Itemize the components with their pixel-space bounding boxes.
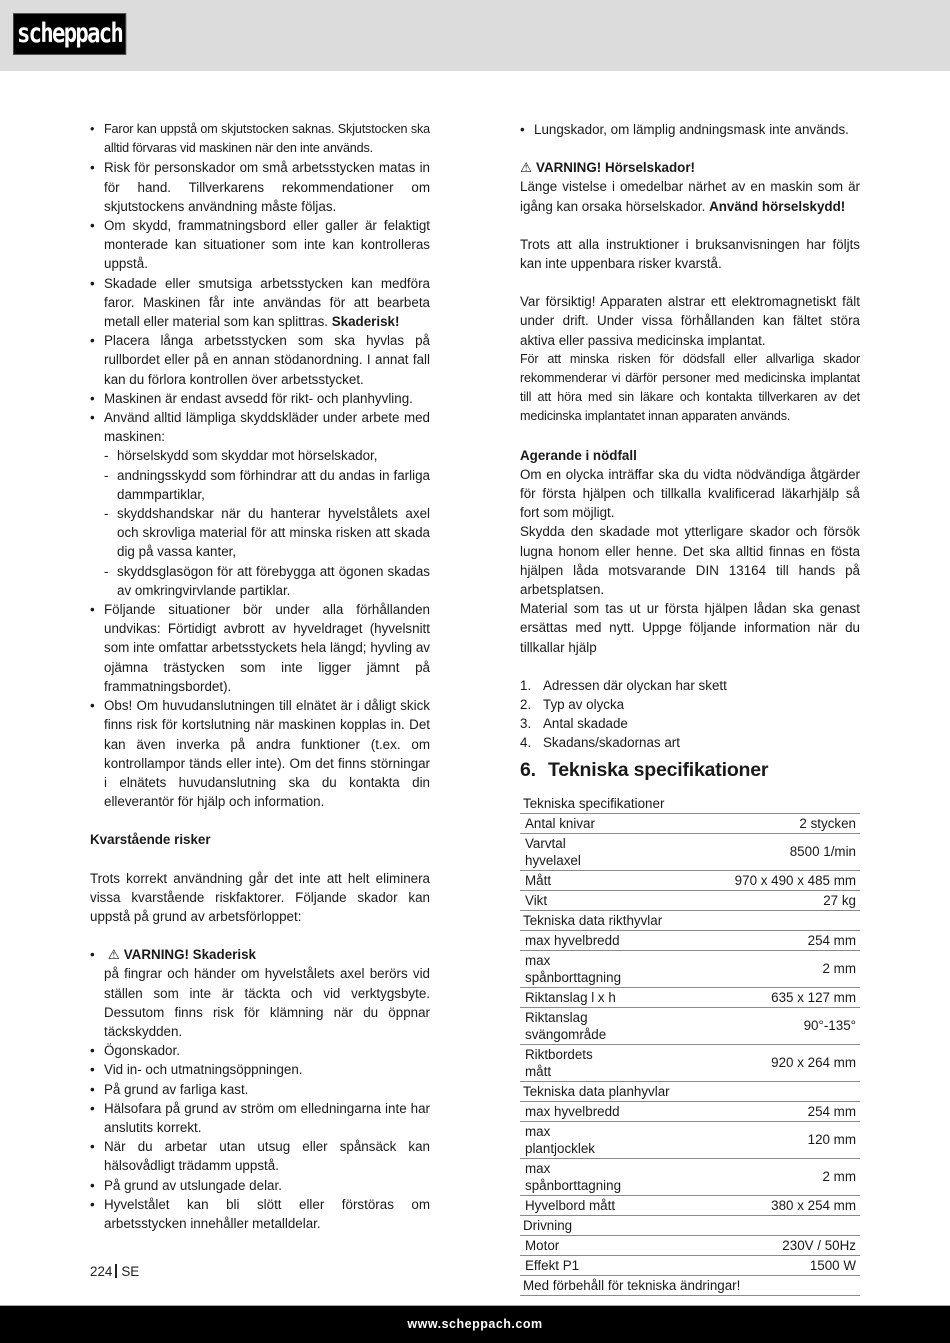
list-item: • Hyvelstålet kan bli slött eller förstöras om arbetsstycken innehåller metalldelar. — [90, 1195, 430, 1233]
spec-value: 1500 W — [625, 1255, 860, 1275]
spec-label: max hyvelbredd — [520, 1101, 625, 1121]
spec-row — [520, 910, 860, 930]
emf-warning-text: Var försiktig! Apparaten alstrar ett elektromagnetiskt fält under drift. Under vissa förhållanden kan fältet störa aktiva eller passiva medicinska implantat. — [520, 294, 860, 348]
spec-row — [520, 1215, 860, 1235]
warning-item — [90, 945, 430, 1041]
spec-row — [520, 1044, 860, 1081]
warning-title: VARNING! Skaderisk — [123, 947, 256, 963]
spec-label: Mått — [520, 870, 625, 890]
numbered-item — [520, 714, 860, 733]
spec-row — [520, 930, 860, 950]
residual-risks-heading: Kvarstående risker — [90, 832, 211, 848]
spec-value: 254 mm — [625, 930, 860, 950]
list-item-bold: Skaderisk! — [331, 314, 400, 330]
spec-row — [520, 1101, 860, 1121]
spec-label: Varvtal hyvelaxel — [520, 833, 625, 870]
item-number: 1. — [520, 677, 532, 693]
spec-row — [520, 833, 860, 870]
item-number: 4. — [520, 735, 532, 751]
spec-label: Riktbordets mått — [520, 1044, 625, 1081]
separator — [115, 1264, 117, 1278]
spec-group-label: Drivning — [520, 1215, 860, 1235]
item-text: Antal skadade — [543, 716, 628, 732]
scheppach-logo: scheppach — [13, 13, 126, 55]
spec-value: 2 mm — [625, 1158, 860, 1195]
spec-row — [520, 1007, 860, 1044]
hearing-warning-bold: Använd hörselskydd! — [709, 198, 846, 214]
list-item: • Följande situationer bör under alla förhållanden undvikas: Förtidigt avbrott av hyveldraget (hyvelsnitt som inte omfattar arbetsstyckets hela längd; hyvling av ojämna trästycken som inte ligger jämnt på frammatningsbordet). — [90, 600, 430, 696]
remaining-risks-text: Trots att alla instruktioner i bruksanvisningen har följts kan inte uppenbara risker kvarstå. — [520, 236, 860, 272]
spec-row — [520, 813, 860, 833]
spec-row — [520, 1255, 860, 1275]
list-item: • Placera långa arbetsstycken som ska hyvlas på rullbordet eller på en annan stödanordning. I annat fall kan du förlora kontrollen över arbetsstycket. — [90, 331, 430, 389]
warning-body: på fingrar och händer om hyvelstålets axel berörs vid ställen som inte är täckta och vid verktygsbyte. Dessutom finns risk för klämning när du öppnar täckskydden. — [104, 966, 430, 1039]
spec-group-label: Med förbehåll för tekniska ändringar! — [520, 1275, 860, 1295]
list-item: • På grund av utslungade delar. — [90, 1176, 430, 1195]
item-text: Skadans/skadornas art — [543, 735, 680, 751]
spec-group-label: Tekniska data planhyvlar — [520, 1081, 860, 1101]
spec-value: 970 x 490 x 485 mm — [625, 870, 860, 890]
numbered-item — [520, 676, 860, 695]
left-column — [90, 120, 430, 1233]
spec-value: 230V / 50Hz — [625, 1235, 860, 1255]
language-code: SE — [121, 1264, 140, 1279]
spec-table — [520, 794, 860, 1296]
spec-row — [520, 890, 860, 910]
spec-label: Vikt — [520, 890, 625, 910]
hearing-warning-title: VARNING! Hörselskador! — [536, 160, 695, 176]
spec-row — [520, 1121, 860, 1158]
item-number: 3. — [520, 716, 532, 732]
section-number: 6. — [520, 758, 536, 781]
section-heading — [520, 758, 860, 781]
spec-row — [520, 1158, 860, 1195]
spec-label: max plantjocklek — [520, 1121, 625, 1158]
spec-row — [520, 1195, 860, 1215]
spec-row — [520, 987, 860, 1007]
hearing-warning-text: Länge vistelse i omedelbar närhet av en maskin som är igång kan orsaka hörselskador. — [520, 179, 860, 214]
warning-title-line — [104, 945, 430, 964]
spec-row — [520, 794, 860, 814]
spec-value: 920 x 264 mm — [625, 1044, 860, 1081]
spec-row — [520, 1275, 860, 1295]
sub-list-item: - skyddshandskar när du hanterar hyvelstålets axel och skrovliga material för att minska risken att skada dig på vassa kanter, — [90, 504, 430, 562]
list-item: • Obs! Om huvudanslutningen till elnätet är i dåligt skick finns risk för kortslutning när maskinen kopplas in. Det kan även inverka på andra funktioner (t.ex. om kontrollampor tänds eller inte). Om det finns störningar i elnätets huvudanslutning ska du kontakta din elleverantör för hjälp och information. — [90, 696, 430, 811]
list-item: • Hälsofara på grund av ström om elledningarna inte har anslutits korrekt. — [90, 1099, 430, 1137]
list-item: • Om skydd, frammatningsbord eller galler är felaktigt monterade kan situationer som inte kan kontrolleras uppstå. — [90, 216, 430, 274]
emergency-heading: Agerande i nödfall — [520, 447, 637, 463]
spec-row — [520, 870, 860, 890]
page-number-value: 224 — [90, 1264, 113, 1279]
spec-group-label: Tekniska data rikthyvlar — [520, 910, 860, 930]
list-item: • Faror kan uppstå om skjutstocken saknas. Skjutstocken ska alltid förvaras vid maskinen när den inte används. — [90, 120, 430, 158]
list-item: • På grund av farliga kast. — [90, 1080, 430, 1099]
item-number: 2. — [520, 697, 532, 713]
list-item: • Maskinen är endast avsedd för rikt- och planhyvling. — [90, 389, 430, 408]
emergency-paragraph: Material som tas ut ur första hjälpen lådan ska genast ersättas med nytt. Uppge följande information när du tillkallar hjälp — [520, 601, 860, 655]
list-item: • När du arbetar utan utsug eller spånsäck kan hälsovådligt trädamm uppstå. — [90, 1137, 430, 1175]
page-number — [90, 1264, 139, 1279]
right-column — [520, 120, 860, 1296]
list-item: • Ögonskador. — [90, 1041, 430, 1060]
list-item — [90, 274, 430, 332]
spec-label: max hyvelbredd — [520, 930, 625, 950]
spec-value: 380 x 254 mm — [625, 1195, 860, 1215]
spec-label: Effekt P1 — [520, 1255, 625, 1275]
list-item-text: Skadade eller smutsiga arbetsstycken kan medföra faror. Maskinen får inte användas för att bearbeta metall eller material som kan splittras. — [104, 275, 430, 330]
list-item: • Vid in- och utmatningsöppningen. — [90, 1060, 430, 1079]
item-text: Typ av olycka — [543, 697, 625, 713]
header-band — [0, 0, 950, 71]
spec-label: Riktanslag l x h — [520, 987, 625, 1007]
numbered-item — [520, 733, 860, 752]
item-text: Adressen där olyckan har skett — [543, 677, 727, 693]
spec-label: max spånborttagning — [520, 1158, 625, 1195]
warning-triangle-icon: ⚠ — [107, 947, 120, 963]
section-title: Tekniska specifikationer — [548, 758, 769, 781]
website-url: www.scheppach.com — [407, 1317, 543, 1331]
footer-band — [0, 1305, 950, 1343]
sub-list-item: - skyddsglasögon för att förebygga att ögonen skadas av omkringvirvlande partiklar. — [90, 562, 430, 600]
emergency-paragraph: Om en olycka inträffar ska du vidta nödvändiga åtgärder för första hjälpen och tillkalla kvalificerad läkarhjälp så fort som möjligt. — [520, 466, 860, 521]
list-item: • Risk för personskador om små arbetsstycken matas in för hand. Tillverkarens rekommendationer om skjutstockens användning måste följas. — [90, 158, 430, 216]
emergency-paragraph: Skydda den skadade mot ytterligare skador och försök lugna honom eller henne. Det ska alltid finnas en fösta hjälpen låda motsvarande DIN 13164 till hands på arbetsplatsen. — [520, 524, 860, 598]
spec-row — [520, 950, 860, 987]
spec-label: Hyvelbord mått — [520, 1195, 625, 1215]
spec-value: 2 mm — [625, 950, 860, 987]
spec-value: 254 mm — [625, 1101, 860, 1121]
emf-implant-text: För att minska risken för dödsfall eller allvarliga skador rekommenderar vi därför personer med medicinska implantat till att höra med sin läkare och kontakta tillverkaren av det medicinska implantatet innan apparaten används. — [520, 351, 860, 424]
hearing-warning-body — [520, 177, 860, 215]
spec-row — [520, 1081, 860, 1101]
spec-value: 27 kg — [625, 890, 860, 910]
spec-value: 635 x 127 mm — [625, 987, 860, 1007]
spec-value: 90°-135° — [625, 1007, 860, 1044]
spec-group-label: Tekniska specifikationer — [520, 794, 860, 814]
list-item: • Lungskador, om lämplig andningsmask inte används. — [520, 120, 860, 139]
spec-label: Motor — [520, 1235, 625, 1255]
spec-label: max spånborttagning — [520, 950, 625, 987]
hearing-warning-title-line — [520, 158, 860, 177]
residual-risks-intro: Trots korrekt användning går det inte att helt eliminera vissa kvarstående riskfaktorer. Följande skador kan uppstå på grund av arbetsförloppet: — [90, 870, 430, 924]
spec-row — [520, 1235, 860, 1255]
spec-value: 8500 1/min — [625, 833, 860, 870]
sub-list-item: - hörselskydd som skyddar mot hörselskador, — [90, 446, 430, 465]
spec-value: 120 mm — [625, 1121, 860, 1158]
spec-value: 2 stycken — [625, 813, 860, 833]
list-item: • Använd alltid lämpliga skyddskläder under arbete med maskinen: — [90, 408, 430, 446]
spec-label: Riktanslag svängområde — [520, 1007, 625, 1044]
sub-list-item: - andningsskydd som förhindrar att du andas in farliga dammpartiklar, — [90, 466, 430, 504]
warning-triangle-icon: ⚠ — [520, 160, 533, 176]
spec-label: Antal knivar — [520, 813, 625, 833]
numbered-item — [520, 695, 860, 714]
